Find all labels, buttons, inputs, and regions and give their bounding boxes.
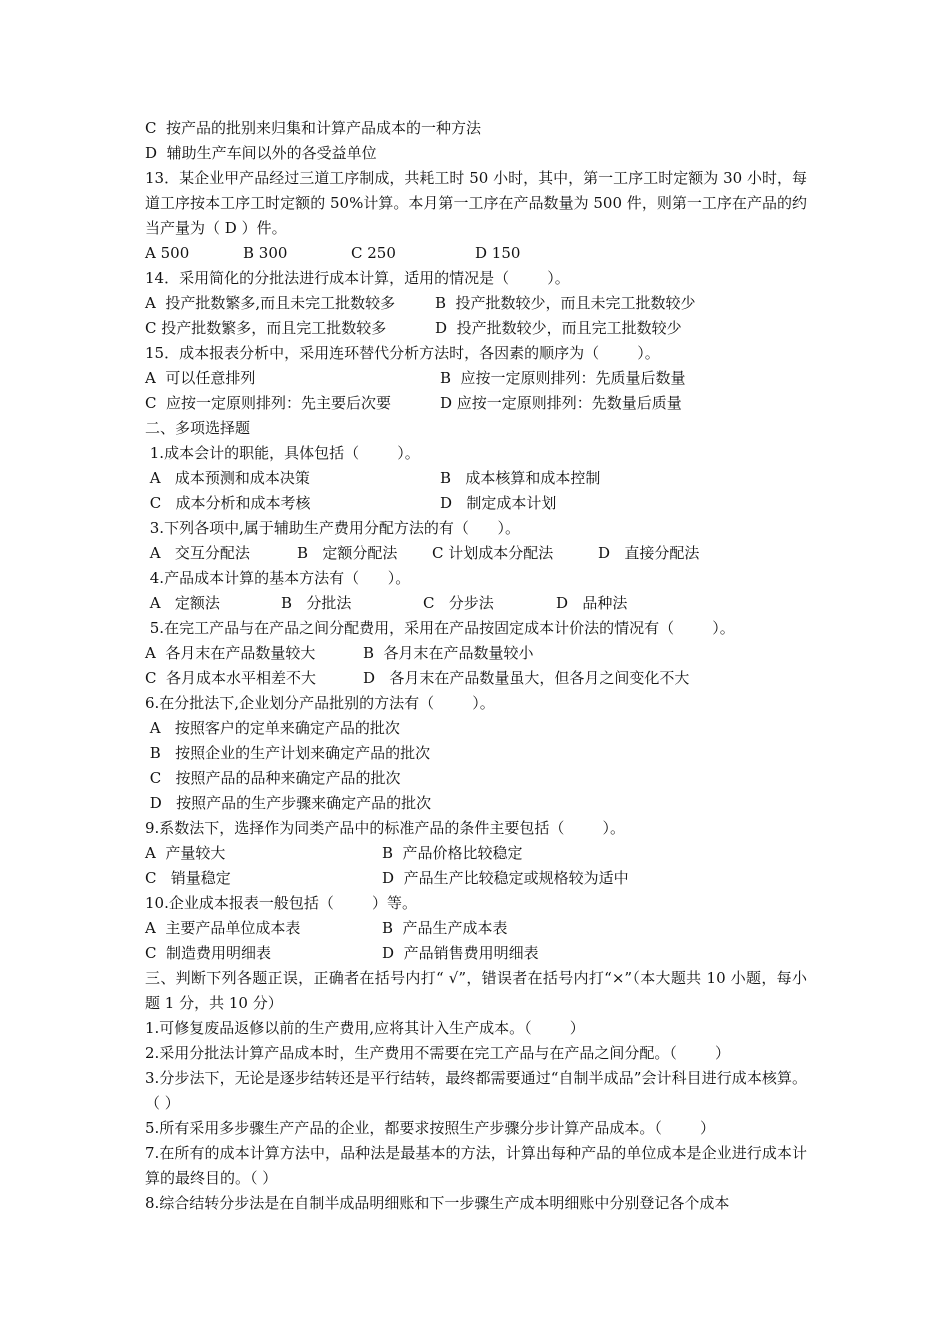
option-c: C 分步法	[423, 594, 494, 612]
question-m10: 10.企业成本报表一般包括（ ）等。	[145, 894, 418, 912]
option-d: D 产品销售费用明细表	[382, 944, 539, 962]
option-line: C 按产品的批别来归集和计算产品成本的一种方法	[145, 119, 482, 137]
judgement-item: 5.所有采用多步骤生产产品的企业，都要求按照生产步骤分步计算产品成本。（ ）	[145, 1119, 715, 1137]
question-m3-options	[145, 541, 807, 566]
option-d: D 产品生产比较稳定或规格较为适中	[382, 869, 629, 887]
question-15-options-ab	[145, 366, 807, 391]
judgement-item: 3.分步法下，无论是逐步结转还是平行结转，最终都需要通过“自制半成品”会计科目进行成本核算。（ ）	[145, 1069, 807, 1112]
option-a: A 成本预测和成本决策	[145, 469, 310, 487]
option-a: A 交互分配法	[145, 544, 250, 562]
option-b: B 定额分配法	[297, 544, 398, 562]
question-m9-options-ab	[145, 841, 807, 866]
question-14: 14．采用简化的分批法进行成本计算，适用的情况是（ ）。	[145, 269, 570, 287]
option-c: C 销量稳定	[145, 869, 231, 887]
question-14-options-ab	[145, 291, 807, 316]
option-c: C 按照产品的品种来确定产品的批次	[145, 769, 401, 787]
option-d: D 直接分配法	[598, 544, 700, 562]
option-c: C 制造费用明细表	[145, 944, 272, 962]
question-m9: 9.系数法下，选择作为同类产品中的标准产品的条件主要包括（ ）。	[145, 819, 625, 837]
option-d: D 按照产品的生产步骤来确定产品的批次	[145, 794, 432, 812]
question-13-options	[145, 241, 807, 266]
option-a: A 主要产品单位成本表	[145, 919, 301, 937]
question-15: 15．成本报表分析中，采用连环替代分析方法时，各因素的顺序为（ ）。	[145, 344, 660, 362]
question-m1-options-cd	[145, 491, 807, 516]
option-b: B 300	[243, 244, 288, 262]
option-b: B 成本核算和成本控制	[440, 469, 601, 487]
option-a: A 投产批数繁多,而且未完工批数较多	[145, 294, 396, 312]
judgement-item: 2.采用分批法计算产品成本时，生产费用不需要在完工产品与在产品之间分配。（ ）	[145, 1044, 730, 1062]
question-m9-options-cd	[145, 866, 807, 891]
option-b: B 投产批数较少，而且未完工批数较少	[435, 294, 696, 312]
option-d: D 各月末在产品数量虽大，但各月之间变化不大	[363, 669, 690, 687]
option-d: D 150	[475, 244, 521, 262]
question-m3: 3.下列各项中,属于辅助生产费用分配方法的有（ ）。	[145, 519, 520, 537]
option-c: C 计划成本分配法	[432, 544, 554, 562]
section-heading: 二、多项选择题	[145, 419, 251, 437]
option-b: B 产品价格比较稳定	[382, 844, 523, 862]
option-c: C 各月成本水平相差不大	[145, 669, 317, 687]
option-b: B 各月末在产品数量较小	[363, 644, 534, 662]
option-c: C 250	[351, 244, 396, 262]
option-b: B 应按一定原则排列：先质量后数量	[440, 369, 686, 387]
option-a: A 产量较大	[145, 844, 226, 862]
question-m6: 6.在分批法下,企业划分产品批别的方法有（ ）。	[145, 694, 495, 712]
document-page	[145, 116, 807, 1216]
section-heading: 三、判断下列各题正误，正确者在括号内打“ √”，错误者在括号内打“×”（本大题共 10 小题，每小题 1 分，共 10 分）	[145, 969, 807, 1012]
question-m5: 5.在完工产品与在产品之间分配费用，采用在产品按固定成本计价法的情况有（ ）。	[145, 619, 735, 637]
question-15-options-cd	[145, 391, 807, 416]
judgement-item: 8.综合结转分步法是在自制半成品明细账和下一步骤生产成本明细账中分别登记各个成本	[145, 1194, 730, 1212]
judgement-item: 7.在所有的成本计算方法中，品种法是最基本的方法，计算出每种产品的单位成本是企业进行成本计算的最终目的。（ ）	[145, 1144, 807, 1187]
option-b: B 产品生产成本表	[382, 919, 508, 937]
question-m1-options-ab	[145, 466, 807, 491]
option-a: A 各月末在产品数量较大	[145, 644, 316, 662]
question-m4-options	[145, 591, 807, 616]
question-m10-options-cd	[145, 941, 807, 966]
option-a: A 按照客户的定单来确定产品的批次	[145, 719, 400, 737]
question-13: 13．某企业甲产品经过三道工序制成，共耗工时 50 小时，其中，第一工序工时定额为 30 小时，每道工序按本工序工时定额的 50%计算。本月第一工序在产品数量为 500 件，则第一工序在产品的约当产量为（ D ）件。	[145, 169, 807, 237]
option-d: D 制定成本计划	[440, 494, 557, 512]
question-m4: 4.产品成本计算的基本方法有（ ）。	[145, 569, 411, 587]
option-b: B 按照企业的生产计划来确定产品的批次	[145, 744, 431, 762]
option-c: C 应按一定原则排列：先主要后次要	[145, 394, 392, 412]
question-m5-options-ab	[145, 641, 807, 666]
question-m5-options-cd	[145, 666, 807, 691]
option-d: D 应按一定原则排列：先数量后质量	[440, 394, 682, 412]
option-c: C 成本分析和成本考核	[145, 494, 311, 512]
option-line: D 辅助生产车间以外的各受益单位	[145, 144, 377, 162]
question-m1: 1.成本会计的职能，具体包括（ ）。	[145, 444, 420, 462]
option-d: D 品种法	[556, 594, 628, 612]
option-c: C 投产批数繁多，而且完工批数较多	[145, 319, 387, 337]
option-d: D 投产批数较少，而且完工批数较少	[435, 319, 682, 337]
option-a: A 定额法	[145, 594, 220, 612]
option-a: A 可以任意排列	[145, 369, 256, 387]
question-14-options-cd	[145, 316, 807, 341]
judgement-item: 1.可修复废品返修以前的生产费用,应将其计入生产成本。（ ）	[145, 1019, 585, 1037]
option-a: A 500	[145, 244, 190, 262]
option-b: B 分批法	[281, 594, 352, 612]
question-m10-options-ab	[145, 916, 807, 941]
